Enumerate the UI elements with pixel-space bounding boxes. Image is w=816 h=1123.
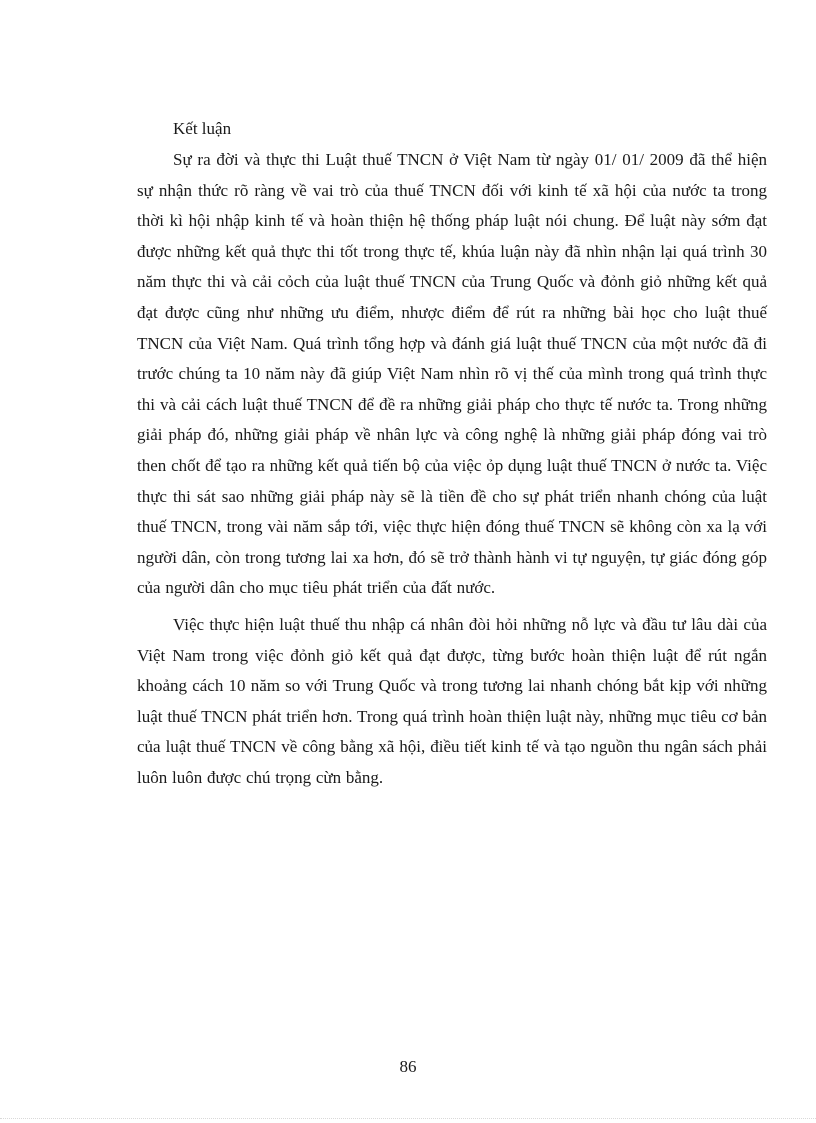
page-number: 86: [399, 1057, 417, 1076]
paragraph-2: Việc thực hiện luật thuế thu nhập cá nhân đòi hỏi những nỗ lực và đầu tư lâu dài của Việt Nam trong việc đỏnh giỏ kết quả đạt được, từng bước hoàn thiện luật để rút ngắn khoảng cách 10 năm so với Trung Quốc và trong tương lai nhanh chóng bắt kịp với những luật thuế TNCN phát triển hơn. Trong quá trình hoàn thiện luật này, những mục tiêu cơ bản của luật thuế TNCN về công bằng xã hội, điều tiết kinh tế và tạo nguồn thu ngân sách phải luôn luôn được chú trọng cừn bằng.: [137, 614, 767, 787]
paragraph-1: Sự ra đời và thực thi Luật thuế TNCN ở Việt Nam từ ngày 01/ 01/ 2009 đã thể hiện sự nhận thức rõ ràng về vai trò của thuế TNCN đối với kinh tế xã hội của nước ta trong thời kì hội nhập kinh tế và hoàn thiện hệ thống pháp luật nói chung. Để luật này sớm đạt được những kết quả thực thi tốt trong thực tế, khúa luận này đã nhìn nhận lại quá trình 30 năm thực thi và cải cỏch của luật thuế TNCN của Trung Quốc và đỏnh giỏ những kết quả đạt được cũng như những ưu điểm, nhược điểm để rút ra những bài học cho luật thuế TNCN của Việt Nam. Quá trình tổng hợp và đánh giá luật thuế TNCN của một nước đã đi trước chúng ta 10 năm này đã giúp Việt Nam nhìn rõ vị thế của mình trong quá trình thực thi và cải cách luật thuế TNCN để đề ra những giải pháp cho thực tế nước ta. Trong những giải pháp đó, những giải pháp về nhân lực và công nghệ là những giải pháp đóng vai trò then chốt để tạo ra những kết quả tiến bộ của việc ỏp dụng luật thuế TNCN ở nước ta. Việc thực thi sát sao những giải pháp này sẽ là tiền đề cho sự phát triển nhanh chóng của luật thuế TNCN, trong vài năm sắp tới, việc thực hiện đóng thuế TNCN sẽ không còn xa lạ với người dân, còn trong tương lai xa hơn, đó sẽ trở thành hành vi tự nguyện, tự giác đóng góp của người dân cho mục tiêu phát triển của đất nước.: [137, 150, 767, 598]
section-heading: Kết luận: [173, 119, 232, 138]
page-bottom-divider: [0, 1118, 816, 1119]
page-body: [137, 113, 767, 799]
